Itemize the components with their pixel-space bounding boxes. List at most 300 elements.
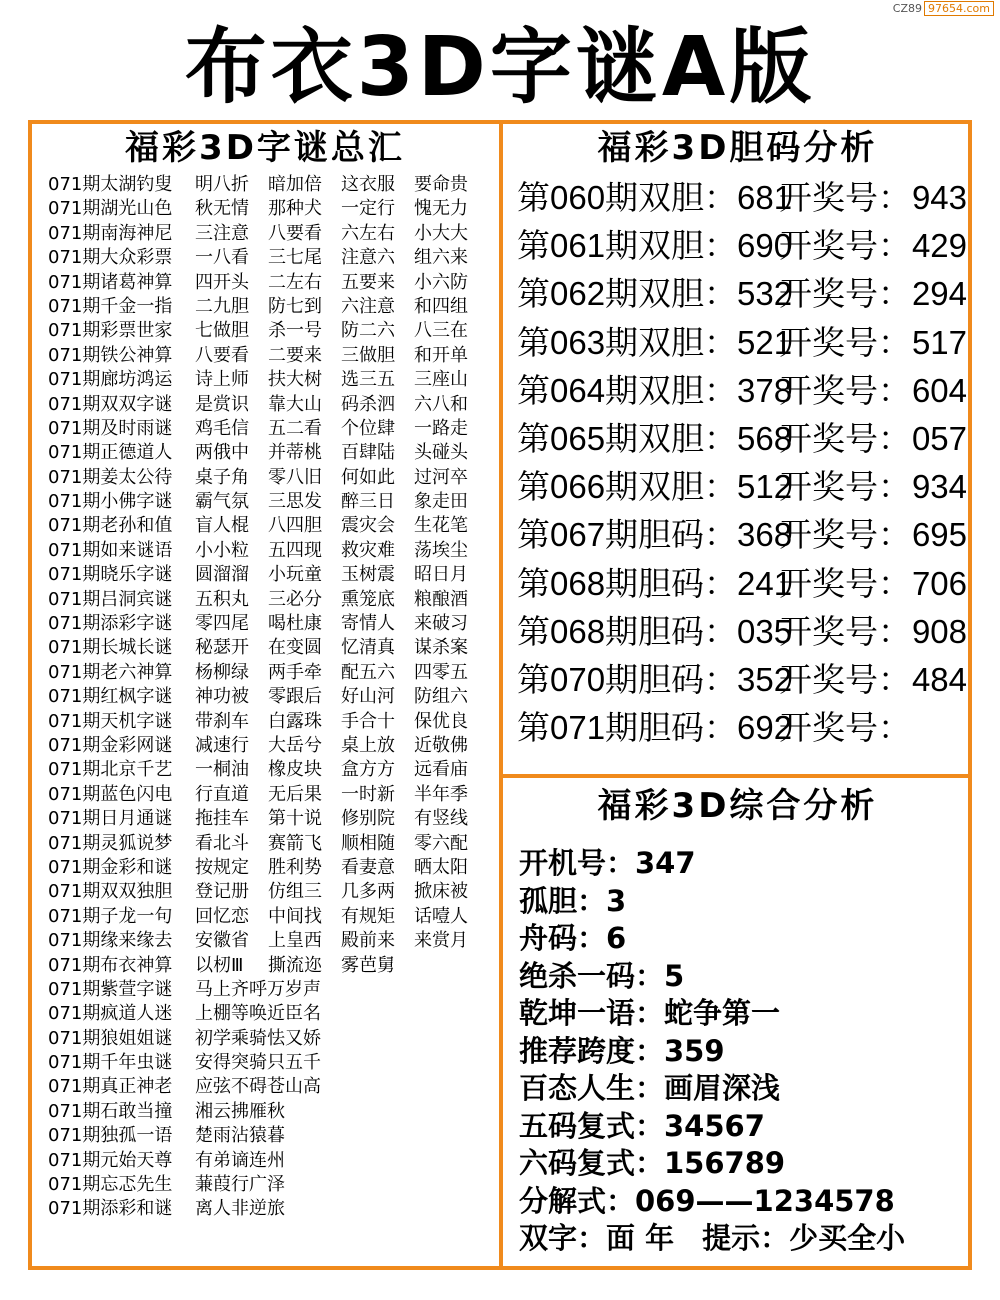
riddle-clue: 那种犬: [268, 198, 322, 220]
riddle-row: [48, 783, 498, 807]
riddle-row: [48, 222, 498, 246]
riddle-row: [48, 1197, 498, 1221]
riddle-source: 071期太湖钓叟: [48, 174, 173, 195]
dan-row: [517, 270, 967, 318]
dan-row: [517, 415, 967, 463]
riddle-clue: 震灾会: [341, 515, 395, 537]
riddle-clue: 过河卒: [414, 466, 468, 488]
riddle-clue: 两手牵: [268, 661, 322, 683]
riddle-clue: 头碰头: [414, 442, 468, 464]
qiankun-text: 乾坤一语：蛇争第一: [519, 996, 781, 1030]
riddle-clue: 半年季: [414, 783, 468, 805]
dan-row: [517, 319, 967, 367]
dan-label: 第061期双胆：690: [517, 227, 793, 265]
riddle-clue: 五积丸: [195, 588, 249, 610]
riddle-clue: 来破习: [414, 613, 468, 635]
riddle-clue: 鸡毛信: [195, 417, 249, 439]
riddle-verse: 湘云拂雁秋: [195, 1100, 285, 1122]
riddle-clue: 拖挂车: [195, 808, 249, 830]
riddle-clue: 三思发: [268, 491, 322, 513]
riddle-clue: 粮酿酒: [414, 588, 468, 610]
riddle-row: [48, 905, 498, 929]
open-number: 604: [911, 371, 967, 409]
riddle-clue: 橡皮块: [268, 759, 322, 781]
open-label: 开奖号：: [779, 564, 911, 602]
riddle-source: 071期紫萱字谜: [48, 978, 173, 1000]
riddle-row: [48, 807, 498, 831]
riddle-row: [48, 929, 498, 953]
riddle-row: [48, 588, 498, 612]
open-label: 开奖号：: [779, 709, 911, 747]
riddle-clue: 三必分: [268, 588, 322, 610]
dan-label: 第068期胆码：035: [517, 612, 793, 650]
riddle-clue: 五四现: [268, 539, 322, 561]
open-label: 开奖号：: [779, 660, 911, 698]
riddle-row: [48, 319, 498, 343]
riddle-verse: 应弦不碍苍山高: [195, 1076, 321, 1098]
riddle-clue: 中间找: [268, 905, 322, 927]
riddle-clue: 几多两: [341, 881, 395, 903]
riddle-clue: 二左右: [268, 271, 322, 293]
riddle-clue: 何如此: [341, 466, 395, 488]
dan-list: [517, 174, 967, 752]
riddle-clue: 象走田: [414, 491, 468, 513]
riddle-clue: 是赏识: [195, 393, 249, 415]
jueshao-text: 绝杀一码：5: [519, 958, 685, 993]
summary-row: [519, 1183, 969, 1221]
riddle-clue: 杨柳绿: [195, 661, 249, 683]
summary-row: [519, 1070, 969, 1108]
dan-label: 第064期双胆：378: [517, 371, 793, 409]
riddle-clue: 小小粒: [195, 539, 249, 561]
riddle-clue: 和开单: [414, 344, 468, 366]
riddle-clue: 生花笔: [414, 515, 468, 537]
dan-label: 第063期双胆：521: [517, 323, 793, 361]
riddle-source: 071期北京千艺: [48, 759, 173, 781]
riddle-clue: 二要来: [268, 344, 322, 366]
riddle-clue: 话噎人: [414, 905, 468, 927]
riddle-clue: 回忆恋: [195, 905, 249, 927]
riddle-clue: 看北斗: [195, 832, 249, 854]
riddle-clue: 组六来: [414, 247, 468, 269]
watermark: [893, 2, 994, 15]
riddle-list: [48, 173, 498, 1222]
vertical-divider: [499, 120, 503, 1270]
riddle-clue: 以杒Ⅲ: [195, 954, 244, 976]
riddle-verse: 离人非逆旅: [195, 1198, 285, 1220]
riddle-clue: 桌上放: [341, 734, 395, 756]
riddle-clue: 靠大山: [268, 393, 322, 415]
riddle-source: 071期灵狐说梦: [48, 832, 173, 854]
riddle-row: [48, 1002, 498, 1026]
liuma-text: 六码复式：156789: [519, 1146, 786, 1180]
riddle-clue: 秋无情: [195, 198, 249, 220]
riddle-clue: 行直道: [195, 783, 249, 805]
summary-row: [519, 1033, 969, 1071]
riddle-clue: 防二六: [341, 320, 395, 342]
riddle-row: [48, 466, 498, 490]
riddle-source: 071期正德道人: [48, 442, 173, 464]
riddle-clue: 在变圆: [268, 637, 322, 659]
riddle-clue: 三七尾: [268, 247, 322, 269]
summary-row: [519, 1220, 969, 1258]
summary-row: [519, 1108, 969, 1146]
riddle-clue: 忆清真: [341, 637, 395, 659]
riddle-clue: 盒方方: [341, 759, 395, 781]
riddle-clue: 荡埃尘: [414, 539, 468, 561]
riddle-clue: 选三五: [341, 369, 395, 391]
open-label: 开奖号：: [779, 371, 911, 409]
riddle-row: [48, 514, 498, 538]
riddle-clue: 小大大: [414, 222, 468, 244]
riddle-clue: 七做胆: [195, 320, 249, 342]
open-label: 开奖号：: [779, 612, 911, 650]
dan-label: 第066期双胆：512: [517, 468, 793, 506]
riddle-clue: 注意六: [341, 247, 395, 269]
riddle-clue: 三座山: [414, 369, 468, 391]
riddle-row: [48, 295, 498, 319]
riddle-clue: 登记册: [195, 881, 249, 903]
riddle-clue: 八要看: [268, 222, 322, 244]
riddle-verse: 蒹葭行广泽: [195, 1174, 285, 1196]
summary-row: [519, 995, 969, 1033]
riddle-source: 071期彩票世家: [48, 320, 173, 342]
riddle-clue: 修别院: [341, 808, 395, 830]
dan-row: [517, 608, 967, 656]
riddle-clue: 顺相随: [341, 832, 395, 854]
zhouma-text: 舟码：6: [519, 921, 627, 955]
riddle-clue: 三做胆: [341, 344, 395, 366]
riddle-row: [48, 344, 498, 368]
riddle-clue: 玉树震: [341, 564, 395, 586]
dan-section-title: 福彩3D胆码分析: [597, 128, 878, 168]
open-number: 695: [911, 516, 967, 554]
riddle-row: [48, 417, 498, 441]
riddle-source: 071期诸葛神算: [48, 271, 173, 293]
riddle-clue: 八要看: [195, 344, 249, 366]
dan-row: [517, 560, 967, 608]
riddle-clue: 手合十: [341, 710, 395, 732]
riddle-clue: 四开头: [195, 271, 249, 293]
riddle-clue: 大岳兮: [268, 734, 322, 756]
riddle-row: [48, 173, 498, 197]
riddle-clue: 雾芭舅: [341, 954, 395, 976]
riddle-clue: 仿组三: [268, 881, 322, 903]
riddle-clue: 桌子角: [195, 466, 249, 488]
riddle-clue: 零六配: [414, 832, 468, 854]
riddle-source: 071期千年虫谜: [48, 1052, 173, 1074]
kaiji-text: 开机号：347: [519, 846, 696, 880]
riddle-verse: 上棚等唤近臣名: [195, 1003, 321, 1025]
dan-row: [517, 222, 967, 270]
riddle-clue: [414, 954, 487, 978]
riddle-clue: 个位肆: [341, 417, 395, 439]
open-label: 开奖号：: [779, 227, 911, 265]
riddle-source: 071期子龙一句: [48, 905, 173, 927]
riddle-clue: 零跟后: [268, 686, 322, 708]
open-number: 057: [911, 419, 967, 457]
riddle-clue: 零四尾: [195, 613, 249, 635]
riddle-clue: 愧无力: [414, 198, 468, 220]
riddle-verse: 有弟谪连州: [195, 1149, 285, 1171]
riddle-source: 071期独孤一语: [48, 1125, 173, 1147]
dan-row: [517, 704, 967, 752]
dan-label: 第067期胆码：368: [517, 516, 793, 554]
riddle-clue: 配五六: [341, 661, 395, 683]
riddle-clue: 来赏月: [414, 930, 468, 952]
riddle-clue: 一桐油: [195, 759, 249, 781]
riddle-source: 071期长城长谜: [48, 637, 173, 659]
riddle-source: 071期老孙和值: [48, 515, 173, 537]
riddle-clue: 掀床被: [414, 881, 468, 903]
riddle-source: 071期铁公神算: [48, 344, 173, 366]
riddle-source: 071期南海神尼: [48, 222, 173, 244]
open-number: 517: [911, 323, 967, 361]
open-number: 706: [911, 564, 967, 602]
riddle-clue: 安徽省: [195, 930, 249, 952]
dan-label: 第062期双胆：532: [517, 275, 793, 313]
riddle-row: [48, 685, 498, 709]
riddle-source: 071期湖光山色: [48, 198, 173, 220]
riddle-row: [48, 490, 498, 514]
riddle-row: [48, 636, 498, 660]
riddle-row: [48, 197, 498, 221]
riddle-clue: 杀一号: [268, 320, 322, 342]
summary-row: [519, 958, 969, 996]
open-label: 开奖号：: [779, 275, 911, 313]
riddle-clue: 六左右: [341, 222, 395, 244]
riddle-verse: 初学乘骑怯又娇: [195, 1027, 321, 1049]
open-number: 934: [911, 468, 967, 506]
riddle-clue: 五要来: [341, 271, 395, 293]
open-number: 429: [911, 227, 967, 265]
riddle-source: 071期千金一指: [48, 295, 173, 317]
riddle-clue: 保优良: [414, 710, 468, 732]
riddle-source: 071期天机字谜: [48, 710, 173, 732]
open-label: 开奖号：: [779, 516, 911, 554]
watermark-text-a: CZ89: [892, 2, 923, 15]
riddle-clue: 百肆陆: [341, 442, 395, 464]
riddle-clue: 两俄中: [195, 442, 249, 464]
riddle-source: 071期元始天尊: [48, 1149, 173, 1171]
riddle-clue: 防七到: [268, 295, 322, 317]
riddle-clue: 二九胆: [195, 295, 249, 317]
riddle-clue: 救灾难: [341, 539, 395, 561]
page-title: 布衣3D字谜A版: [184, 20, 816, 115]
riddle-clue: 寄情人: [341, 613, 395, 635]
dan-label: 第071期胆码：692: [517, 709, 793, 747]
riddle-source: 071期日月通谜: [48, 808, 173, 830]
riddle-clue: 扶大树: [268, 369, 322, 391]
riddle-row: [48, 1075, 498, 1099]
open-label: 开奖号：: [779, 468, 911, 506]
riddle-clue: 昭日月: [414, 564, 468, 586]
riddle-clue: 神功被: [195, 686, 249, 708]
dan-row: [517, 174, 967, 222]
riddle-clue: 醉三日: [341, 491, 395, 513]
dan-row: [517, 511, 967, 559]
shuangzi-text: 双字：面 年: [519, 1221, 675, 1255]
riddle-row: [48, 1124, 498, 1148]
riddle-clue: 熏笼底: [341, 588, 395, 610]
riddle-source: 071期红枫字谜: [48, 686, 173, 708]
riddle-clue: 上皇西: [268, 930, 322, 952]
fenjie-text: 分解式：069——1234578: [519, 1183, 895, 1218]
riddle-clue: 防组六: [414, 686, 468, 708]
baitai-text: 百态人生：画眉深浅: [519, 1071, 781, 1105]
riddle-source: 071期姜太公待: [48, 466, 173, 488]
riddle-source: 071期添彩和谜: [48, 1198, 173, 1220]
summary-list: [519, 845, 969, 1258]
riddle-row: [48, 612, 498, 636]
riddle-clue: 按规定: [195, 856, 249, 878]
riddle-clue: 白露珠: [268, 710, 322, 732]
riddle-source: 071期真正神老: [48, 1076, 173, 1098]
riddle-clue: 暗加倍: [268, 174, 322, 195]
riddle-clue: 无后果: [268, 783, 322, 805]
riddle-clue: 零八旧: [268, 466, 322, 488]
open-label: 开奖号：: [779, 419, 911, 457]
riddle-clue: 并蒂桃: [268, 442, 322, 464]
riddle-row: [48, 880, 498, 904]
riddle-clue: 一定行: [341, 198, 395, 220]
riddle-source: 071期如来谜语: [48, 539, 173, 561]
riddle-clue: 四零五: [414, 661, 468, 683]
riddle-row: [48, 368, 498, 392]
riddle-source: 071期石敢当撞: [48, 1100, 173, 1122]
riddle-clue: 撕流迩: [268, 954, 322, 976]
riddle-clue: 这衣服: [341, 174, 395, 195]
riddle-row: [48, 1173, 498, 1197]
riddle-row: [48, 856, 498, 880]
riddle-clue: 晒太阳: [414, 856, 468, 878]
open-number: 484: [911, 660, 967, 698]
riddle-row: [48, 539, 498, 563]
riddle-row: [48, 710, 498, 734]
riddle-clue: 赛箭飞: [268, 832, 322, 854]
riddle-clue: 小六防: [414, 271, 468, 293]
riddle-verse: 安得突骑只五千: [195, 1052, 321, 1074]
riddle-clue: 喝杜康: [268, 613, 322, 635]
riddle-clue: 六注意: [341, 295, 395, 317]
riddle-row: [48, 1051, 498, 1075]
riddle-source: 071期晓乐字谜: [48, 564, 173, 586]
riddle-source: 071期大众彩票: [48, 247, 173, 269]
riddle-row: [48, 393, 498, 417]
riddle-verse: 马上齐呼万岁声: [195, 978, 321, 1000]
open-label: 开奖号：: [779, 179, 911, 216]
summary-row: [519, 1145, 969, 1183]
riddle-source: 071期金彩和谜: [48, 856, 173, 878]
riddle-clue: 秘瑟开: [195, 637, 249, 659]
gudan-text: 孤胆：3: [519, 883, 627, 918]
riddle-row: [48, 441, 498, 465]
riddle-source: 071期缘来缘去: [48, 930, 173, 952]
riddle-clue: 和四组: [414, 295, 468, 317]
riddle-source: 071期小佛字谜: [48, 491, 173, 513]
dan-row: [517, 463, 967, 511]
open-number: 294: [911, 275, 967, 313]
riddle-row: [48, 271, 498, 295]
riddle-clue: 五二看: [268, 417, 322, 439]
dan-row: [517, 367, 967, 415]
riddle-section-title: 福彩3D字谜总汇: [125, 128, 405, 168]
open-number: 943: [911, 179, 967, 216]
riddle-clue: 六八和: [414, 393, 468, 415]
summary-row: [519, 920, 969, 958]
open-number: 908: [911, 612, 967, 650]
riddle-clue: 有规矩: [341, 905, 395, 927]
riddle-clue: 盲人棍: [195, 515, 249, 537]
riddle-clue: 小玩童: [268, 564, 322, 586]
summary-row: [519, 883, 969, 921]
riddle-clue: 霸气氛: [195, 491, 249, 513]
riddle-clue: 殿前来: [341, 930, 395, 952]
open-label: 开奖号：: [779, 323, 911, 361]
riddle-clue: 第十说: [268, 808, 322, 830]
riddle-source: 071期忘忑先生: [48, 1174, 173, 1196]
riddle-clue: 近敬佛: [414, 734, 468, 756]
riddle-clue: 一路走: [414, 417, 468, 439]
riddle-row: [48, 758, 498, 782]
riddle-clue: 减速行: [195, 734, 249, 756]
watermark-text-b: 97654.com: [924, 1, 994, 16]
riddle-clue: 带刹车: [195, 710, 249, 732]
riddle-clue: 一时新: [341, 783, 395, 805]
riddle-clue: 圆溜溜: [195, 564, 249, 586]
tishi-text: 提示：少买全小: [702, 1221, 906, 1255]
wuma-text: 五码复式：34567: [519, 1108, 765, 1143]
riddle-clue: 谋杀案: [414, 637, 468, 659]
riddle-row: [48, 563, 498, 587]
riddle-source: 071期廊坊鸿运: [48, 369, 173, 391]
riddle-source: 071期金彩网谜: [48, 734, 173, 756]
riddle-row: [48, 978, 498, 1002]
riddle-source: 071期布衣神算: [48, 954, 173, 976]
riddle-verse: 楚雨沾猿暮: [195, 1125, 285, 1147]
riddle-source: 071期添彩字谜: [48, 613, 173, 635]
riddle-source: 071期吕洞宾谜: [48, 588, 173, 610]
riddle-clue: 有竖线: [414, 808, 468, 830]
riddle-source: 071期及时雨谜: [48, 417, 173, 439]
riddle-clue: 好山河: [341, 686, 395, 708]
riddle-row: [48, 954, 498, 978]
riddle-row: [48, 661, 498, 685]
riddle-source: 071期老六神算: [48, 661, 173, 683]
riddle-source: 071期疯道人迷: [48, 1003, 173, 1025]
riddle-source: 071期双双独胆: [48, 881, 173, 903]
dan-row: [517, 656, 967, 704]
riddle-row: [48, 246, 498, 270]
dan-label: 第060期双胆：681: [517, 179, 793, 216]
riddle-row: [48, 1100, 498, 1124]
riddle-clue: 胜利势: [268, 856, 322, 878]
dan-label: 第065期双胆：568: [517, 419, 793, 457]
riddle-clue: 一八看: [195, 247, 249, 269]
riddle-clue: 远看庙: [414, 759, 468, 781]
riddle-clue: 要命贵: [414, 174, 468, 195]
riddle-clue: 看妻意: [341, 856, 395, 878]
riddle-row: [48, 734, 498, 758]
dan-label: 第070期胆码：352: [517, 660, 793, 698]
horizontal-divider: [499, 774, 972, 778]
summary-section-title: 福彩3D综合分析: [597, 786, 878, 826]
dan-label: 第068期胆码：241: [517, 564, 793, 602]
riddle-row: [48, 832, 498, 856]
summary-row: [519, 845, 969, 883]
riddle-clue: 码杀泗: [341, 393, 395, 415]
riddle-source: 071期蓝色闪电: [48, 783, 173, 805]
